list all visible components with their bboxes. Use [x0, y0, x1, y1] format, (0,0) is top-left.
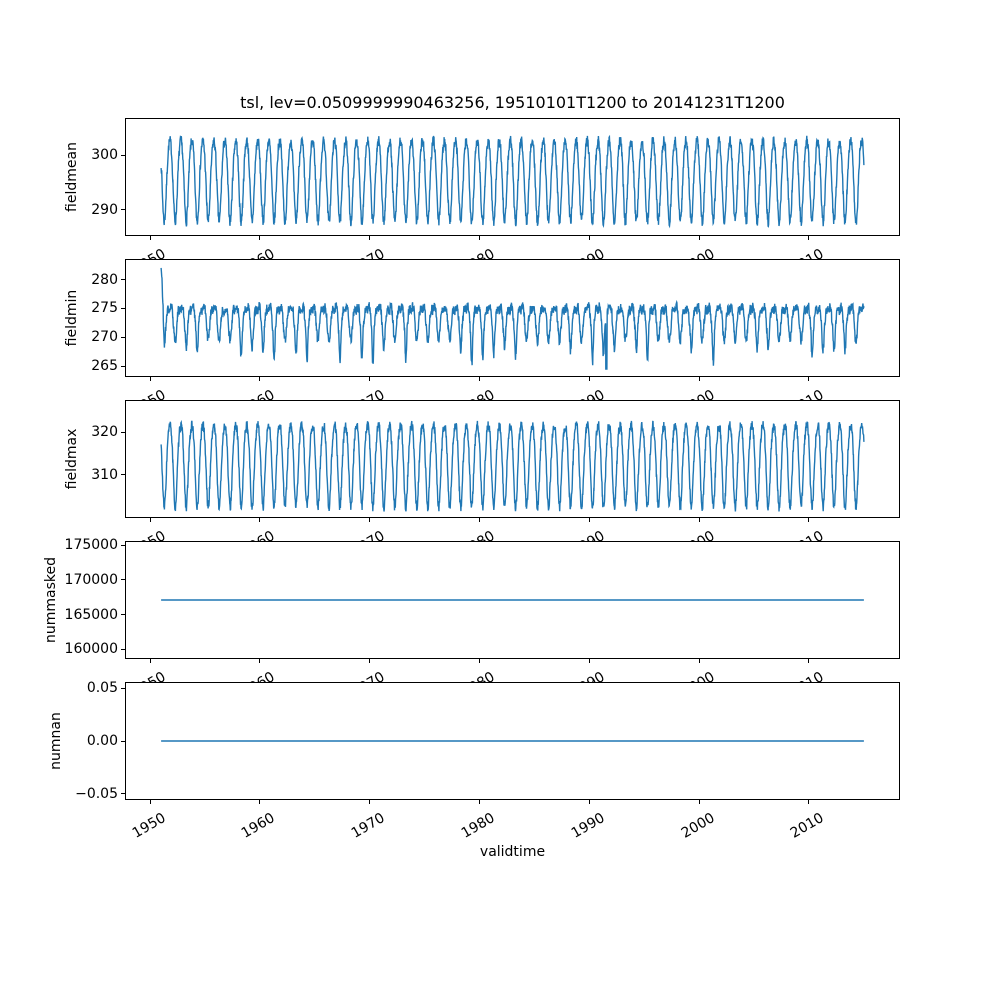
y-axis-label-fieldmean: fieldmean	[64, 142, 80, 212]
x-tick-label: 1950	[129, 810, 169, 842]
x-tick-mark	[808, 659, 809, 663]
y-tick-label: 300	[91, 147, 118, 164]
x-tick-mark	[369, 377, 370, 381]
y-tick-label: 290	[91, 201, 118, 218]
y-tick-mark	[121, 545, 125, 546]
x-tick-mark	[479, 659, 480, 663]
y-tick-mark	[121, 337, 125, 338]
y-tick-label: 165000	[64, 606, 118, 623]
x-tick-mark	[699, 377, 700, 381]
series-line-fieldmax	[161, 421, 864, 512]
x-tick-mark	[699, 659, 700, 663]
x-tick-label: 1980	[458, 810, 498, 842]
x-tick-mark	[808, 377, 809, 381]
x-tick-mark	[150, 377, 151, 381]
y-tick-label: 0.00	[86, 733, 118, 749]
x-tick-mark	[808, 236, 809, 240]
y-tick-label: 320	[91, 424, 118, 441]
x-tick-label: 2010	[788, 810, 827, 842]
chart-title: tsl, lev=0.0509999990463256, 19510101T1200 to 20141231T1200	[240, 93, 785, 112]
x-tick-mark	[259, 236, 260, 240]
y-tick-label: 160000	[64, 641, 118, 658]
x-tick-mark	[369, 236, 370, 240]
x-axis-label: validtime	[479, 844, 546, 860]
x-tick-mark	[479, 236, 480, 240]
subplot-fieldmean	[91, 118, 900, 236]
y-tick-label: 265	[91, 358, 118, 375]
x-tick-mark	[808, 518, 809, 522]
series-line-fieldmean	[161, 136, 864, 227]
x-tick-mark	[369, 800, 370, 804]
x-tick-mark	[699, 518, 700, 522]
y-tick-mark	[121, 432, 125, 433]
y-tick-label: 280	[91, 271, 118, 288]
x-tick-mark	[589, 518, 590, 522]
x-tick-label: 2000	[678, 810, 718, 842]
subplot-fieldmin	[91, 259, 900, 377]
x-tick-label: 1970	[348, 810, 388, 842]
y-tick-mark	[121, 279, 125, 280]
x-tick-mark	[259, 518, 260, 522]
y-tick-label: 0.05	[86, 680, 118, 697]
y-tick-mark	[121, 474, 125, 475]
subplot-numnan	[75, 680, 900, 842]
y-axis-label-fieldmin: fieldmin	[64, 289, 80, 347]
y-tick-label: 310	[91, 466, 118, 483]
y-tick-label: 275	[91, 300, 118, 317]
y-tick-label: 175000	[64, 537, 118, 554]
y-axis-label-fieldmax: fieldmax	[64, 428, 80, 490]
y-tick-mark	[121, 579, 125, 580]
x-tick-mark	[479, 518, 480, 522]
y-tick-mark	[121, 741, 125, 742]
x-tick-mark	[589, 800, 590, 804]
x-tick-mark	[150, 236, 151, 240]
y-axis-label-nummasked: nummasked	[43, 557, 59, 644]
x-tick-mark	[479, 800, 480, 804]
y-tick-mark	[121, 793, 125, 794]
y-tick-mark	[121, 209, 125, 210]
x-tick-mark	[589, 659, 590, 663]
x-tick-mark	[259, 377, 260, 381]
x-tick-mark	[150, 518, 151, 522]
subplot-fieldmax	[91, 400, 900, 518]
x-tick-mark	[808, 800, 809, 804]
x-tick-label: 1990	[568, 810, 608, 842]
y-tick-mark	[121, 614, 125, 615]
x-tick-mark	[259, 800, 260, 804]
y-tick-mark	[121, 308, 125, 309]
x-tick-mark	[150, 800, 151, 804]
y-tick-label: −0.05	[75, 785, 118, 802]
x-tick-mark	[369, 659, 370, 663]
x-tick-mark	[479, 377, 480, 381]
y-tick-label: 170000	[64, 571, 118, 588]
series-line-fieldmin	[161, 268, 864, 369]
x-tick-mark	[699, 800, 700, 804]
y-tick-mark	[121, 688, 125, 689]
x-tick-label: 1960	[239, 810, 278, 842]
y-tick-mark	[121, 155, 125, 156]
x-tick-mark	[589, 236, 590, 240]
subplot-nummasked	[64, 537, 900, 659]
y-tick-mark	[121, 366, 125, 367]
y-axis-label-numnan: numnan	[48, 712, 64, 770]
x-tick-mark	[589, 377, 590, 381]
y-tick-mark	[121, 649, 125, 650]
x-tick-mark	[699, 236, 700, 240]
x-tick-mark	[150, 659, 151, 663]
y-tick-label: 270	[91, 329, 118, 346]
x-tick-mark	[259, 659, 260, 663]
x-tick-mark	[369, 518, 370, 522]
